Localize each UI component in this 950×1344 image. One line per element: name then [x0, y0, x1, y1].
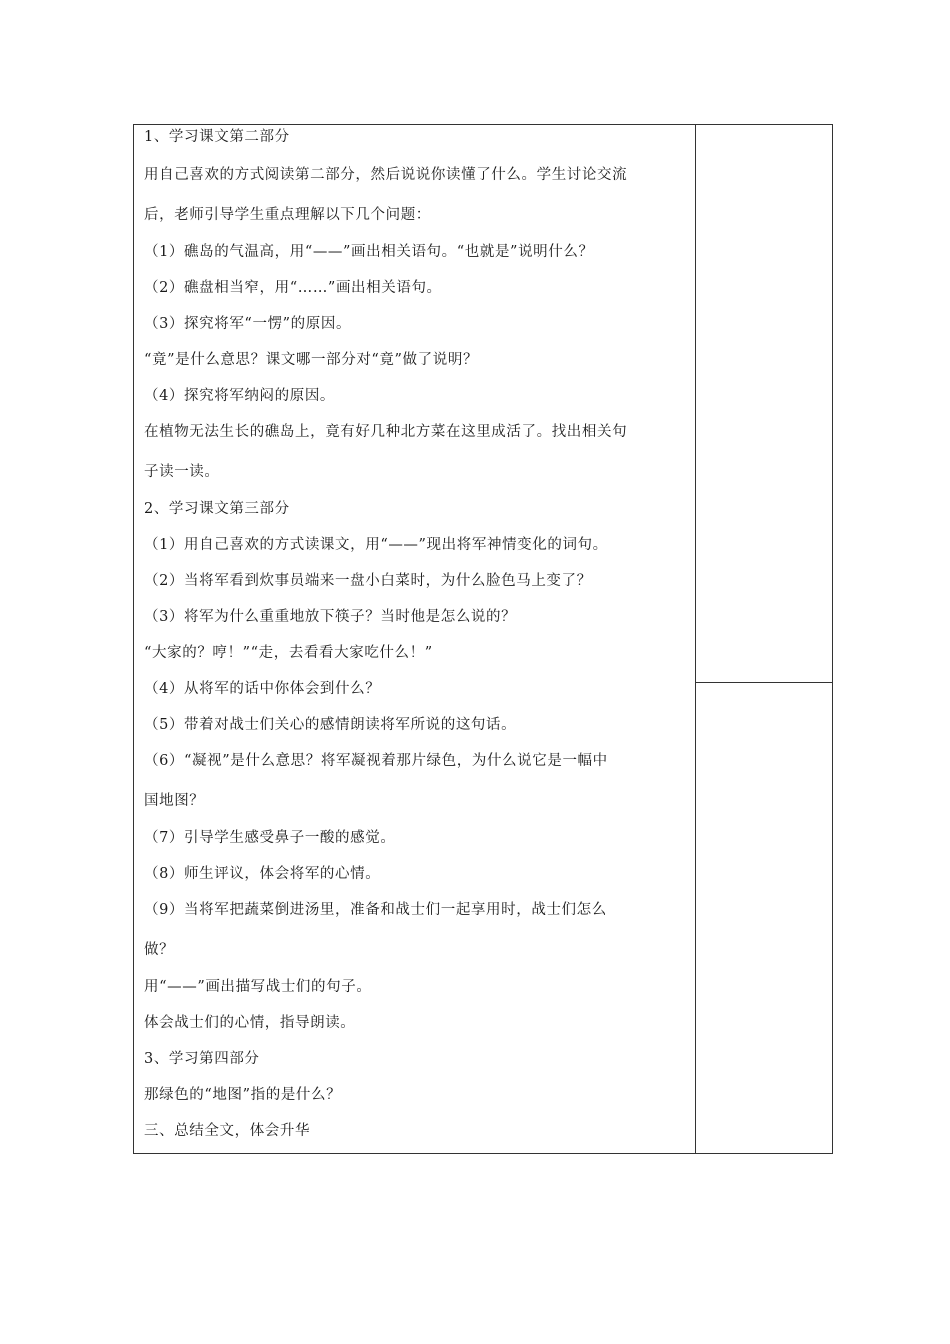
text-line: （1）用自己喜欢的方式读课文，用“——”现出将军神情变化的词句。 — [144, 537, 608, 553]
lesson-table — [133, 124, 833, 1154]
text-line: （4）从将军的话中你体会到什么？ — [144, 681, 381, 697]
text-line: （1）礁岛的气温高，用“——”画出相关语句。“也就是”说明什么？ — [144, 244, 594, 260]
text-line: “大家的？哼！”“走，去看看大家吃什么！” — [144, 645, 433, 661]
text-line: 国地图？ — [144, 793, 205, 809]
text-line: 在植物无法生长的礁岛上，竟有好几种北方菜在这里成活了。找出相关句 — [144, 424, 628, 440]
text-line: 用“——”画出描写战士们的句子。 — [144, 979, 372, 995]
text-line: （4）探究将军纳闷的原因。 — [144, 388, 336, 404]
text-line: 做？ — [144, 942, 175, 958]
text-line: 用自己喜欢的方式阅读第二部分，然后说说你读懂了什么。学生讨论交流 — [144, 167, 628, 183]
lesson-content-cell — [134, 125, 696, 1153]
text-line: 3、学习第四部分 — [144, 1051, 260, 1067]
text-line: （5）带着对战士们关心的感情朗读将军所说的这句话。 — [144, 717, 517, 733]
text-line: 2、学习课文第三部分 — [144, 501, 290, 517]
notes-cell-top — [696, 125, 832, 683]
notes-cell-bottom — [696, 683, 832, 1153]
text-line: 子读一读。 — [144, 464, 220, 480]
text-line: 后，老师引导学生重点理解以下几个问题： — [144, 207, 431, 223]
text-line: （2）当将军看到炊事员端来一盘小白菜时，为什么脸色马上变了？ — [144, 573, 592, 589]
text-line: （6）“凝视”是什么意思？将军凝视着那片绿色，为什么说它是一幅中 — [144, 753, 608, 769]
text-line: 那绿色的“地图”指的是什么？ — [144, 1087, 342, 1103]
text-line: “竟”是什么意思？课文哪一部分对“竟”做了说明？ — [144, 352, 479, 368]
text-line: （8）师生评议，体会将军的心情。 — [144, 866, 381, 882]
text-line: （2）礁盘相当窄，用“……”画出相关语句。 — [144, 280, 442, 296]
text-line: （7）引导学生感受鼻子一酸的感觉。 — [144, 830, 396, 846]
text-line: 三、总结全文，体会升华 — [144, 1123, 311, 1139]
text-line: （3）探究将军“一愣”的原因。 — [144, 316, 352, 332]
text-line: 体会战士们的心情，指导朗读。 — [144, 1015, 356, 1031]
text-line: （3）将军为什么重重地放下筷子？当时他是怎么说的？ — [144, 609, 517, 625]
text-line: 1、学习课文第二部分 — [144, 129, 290, 145]
text-line: （9）当将军把蔬菜倒进汤里，准备和战士们一起享用时，战士们怎么 — [144, 902, 607, 918]
